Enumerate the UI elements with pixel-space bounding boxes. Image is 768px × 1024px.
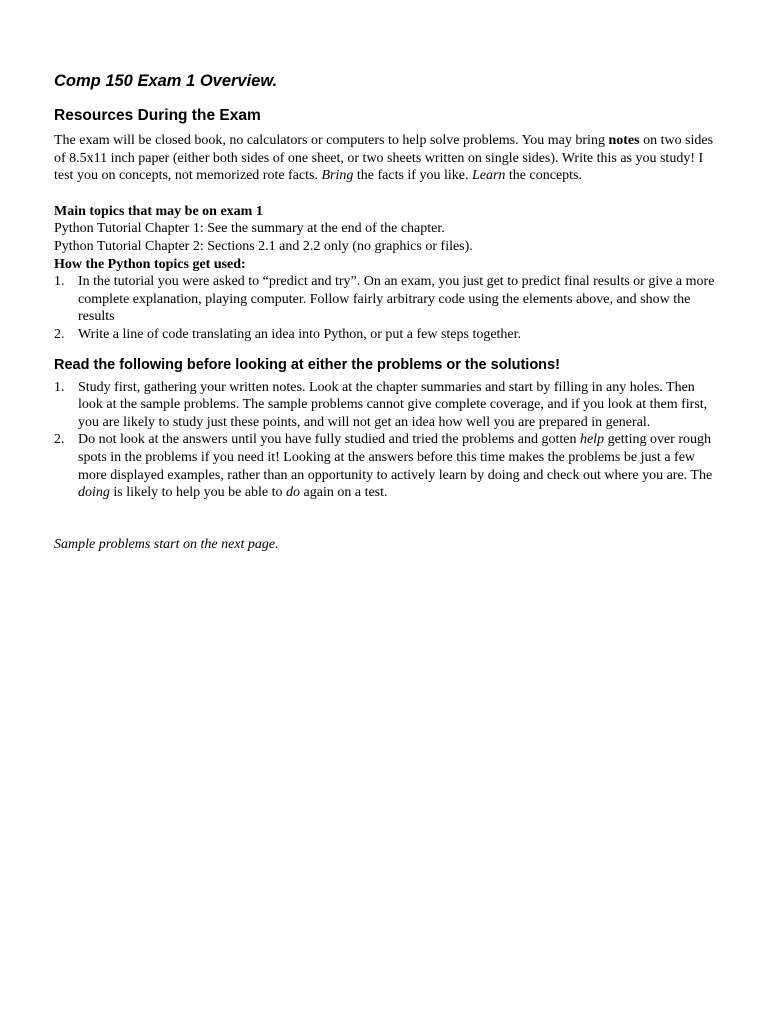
list-item-number: 2. (54, 326, 65, 342)
read-first-list (54, 379, 716, 502)
list-item-text: In the tutorial you were asked to “predict and try”. On an exam, you just get to predict final results or give a more complete explanation, playing computer. Follow fairly arbitrary code using the elements above, and show the results (78, 274, 715, 325)
list-item-text-d: again on a test. (300, 485, 388, 501)
topics-heading: Main topics that may be on exam 1 (54, 203, 263, 219)
bring-emphasis: Bring (321, 168, 354, 184)
document-page (54, 70, 716, 553)
resources-heading: Resources During the Exam (54, 107, 261, 124)
list-item (54, 326, 716, 344)
topics-section (54, 203, 716, 344)
do-emphasis: do (286, 485, 301, 501)
list-item-number: 2. (54, 432, 65, 448)
topics-used-heading: How the Python topics get used: (54, 256, 246, 272)
list-item-text-b: getting over rough spots in the problems if you need it! Looking at the answers before this time makes the problems be just a few more displayed examples, rather than an opportunity to actively learn by doing and check out where you are. The (78, 432, 713, 483)
list-item-text-c: is likely to help you be able to (109, 485, 287, 501)
notes-emphasis: notes (608, 133, 640, 148)
list-item-number: 1. (54, 274, 65, 290)
resources-text-1: The exam will be closed book, no calculators or computers to help solve problems. You may bring (54, 133, 609, 148)
list-item-text: Write a line of code translating an idea into Python, or put a few steps together. (78, 326, 522, 342)
closing-note: Sample problems start on the next page. (54, 536, 279, 552)
list-item (54, 379, 716, 432)
topics-line-chapter-1: Python Tutorial Chapter 1: See the summary at the end of the chapter. (54, 221, 445, 237)
list-item (54, 273, 716, 326)
resources-text-3: the facts if you like. (353, 168, 472, 184)
resources-paragraph (54, 132, 716, 185)
list-item-number: 1. (54, 379, 65, 395)
topics-line-chapter-2: Python Tutorial Chapter 2: Sections 2.1 and 2.2 only (no graphics or files). (54, 238, 473, 254)
document-title: Comp 150 Exam 1 Overview. (54, 72, 278, 90)
topics-used-list (54, 273, 716, 343)
help-emphasis: help (579, 432, 605, 448)
doing-emphasis: doing (78, 485, 110, 501)
list-item-text: Study first, gathering your written notes. Look at the chapter summaries and start by filling in any holes. Then look at the sample problems. The sample problems cannot give complete coverage, and if you look at them first, you are likely to study just these points, and will not get an idea how well you are prepared in general. (78, 379, 708, 430)
list-item-text-a: Do not look at the answers until you have fully studied and tried the problems and gotten (78, 432, 580, 448)
learn-emphasis: Learn (471, 168, 506, 184)
list-item (54, 431, 716, 501)
resources-text-4: the concepts. (505, 168, 582, 184)
resources-text-2: on two sides of 8.5x11 inch paper (either both sides of one sheet, or two sheets written on single sides). Write this as you study! I test you on concepts, not memorized rote facts. (54, 133, 714, 184)
read-first-heading: Read the following before looking at either the problems or the solutions! (54, 356, 560, 373)
